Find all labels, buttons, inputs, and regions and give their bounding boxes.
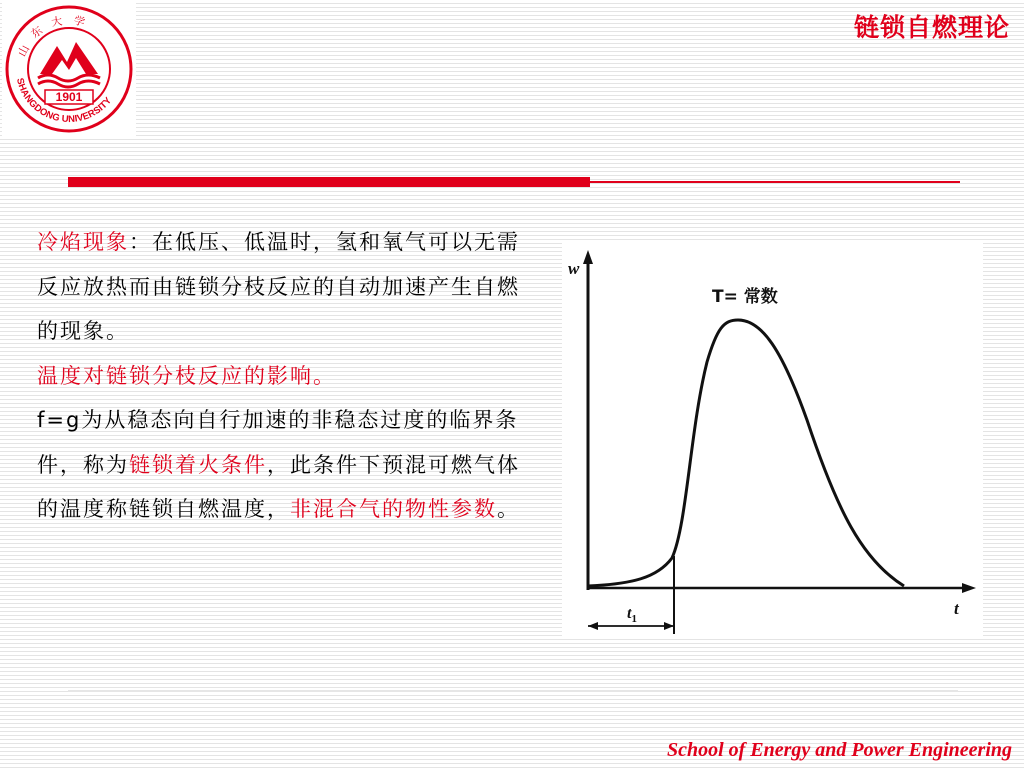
term-not-physical-property: 非混合气的物性参数 (290, 497, 497, 521)
t1-arrow-left (588, 622, 598, 630)
ignition-text-end: 。 (497, 497, 520, 521)
reaction-rate-graph (562, 240, 983, 638)
paragraph-temperature-effect: 温度对链锁分枝反应的影响。 (37, 363, 336, 388)
ignition-text-a: f=g为从稳态向自行加速的非稳态过度的临界条件，称为 (37, 408, 519, 477)
term-cold-flame: 冷焰现象 (37, 230, 129, 254)
logo-english-name: SHANGDONG UNIVERSITY (13, 76, 115, 126)
reaction-rate-curve (588, 320, 904, 586)
slide-title: 链锁自燃理论 (853, 13, 1010, 42)
y-axis-arrow (583, 250, 593, 264)
colon: ： (129, 230, 152, 254)
x-axis-arrow (962, 583, 976, 593)
footer-divider (68, 690, 958, 692)
y-axis-label: w (568, 259, 580, 278)
title-divider-thin (590, 181, 960, 183)
term-chain-ignition-condition: 链锁着火条件 (129, 452, 267, 477)
paragraph-cold-flame (37, 220, 537, 354)
title-divider-thick (68, 177, 590, 187)
t1-arrow-right (664, 622, 674, 630)
logo-year: 1901 (55, 90, 83, 104)
paragraph-ignition-condition (37, 398, 537, 532)
body-text (37, 220, 537, 532)
curve-label: T= 常数 (712, 287, 778, 307)
logo-chinese-name: 山东大学 (15, 13, 97, 59)
t1-label: $t_1$ (627, 605, 637, 625)
cold-flame-definition: 在低压、低温时，氢和氧气可以无需反应放热而由链锁分枝反应的自动加速产生自燃的现象。 (37, 230, 520, 343)
university-logo (2, 2, 136, 136)
x-axis-label: t (954, 599, 959, 618)
ignition-text-b: ，此条件下预混可燃气体的温度称链锁自燃温度， (37, 452, 520, 521)
footer-school-name: School of Energy and Power Engineering (666, 739, 1012, 761)
